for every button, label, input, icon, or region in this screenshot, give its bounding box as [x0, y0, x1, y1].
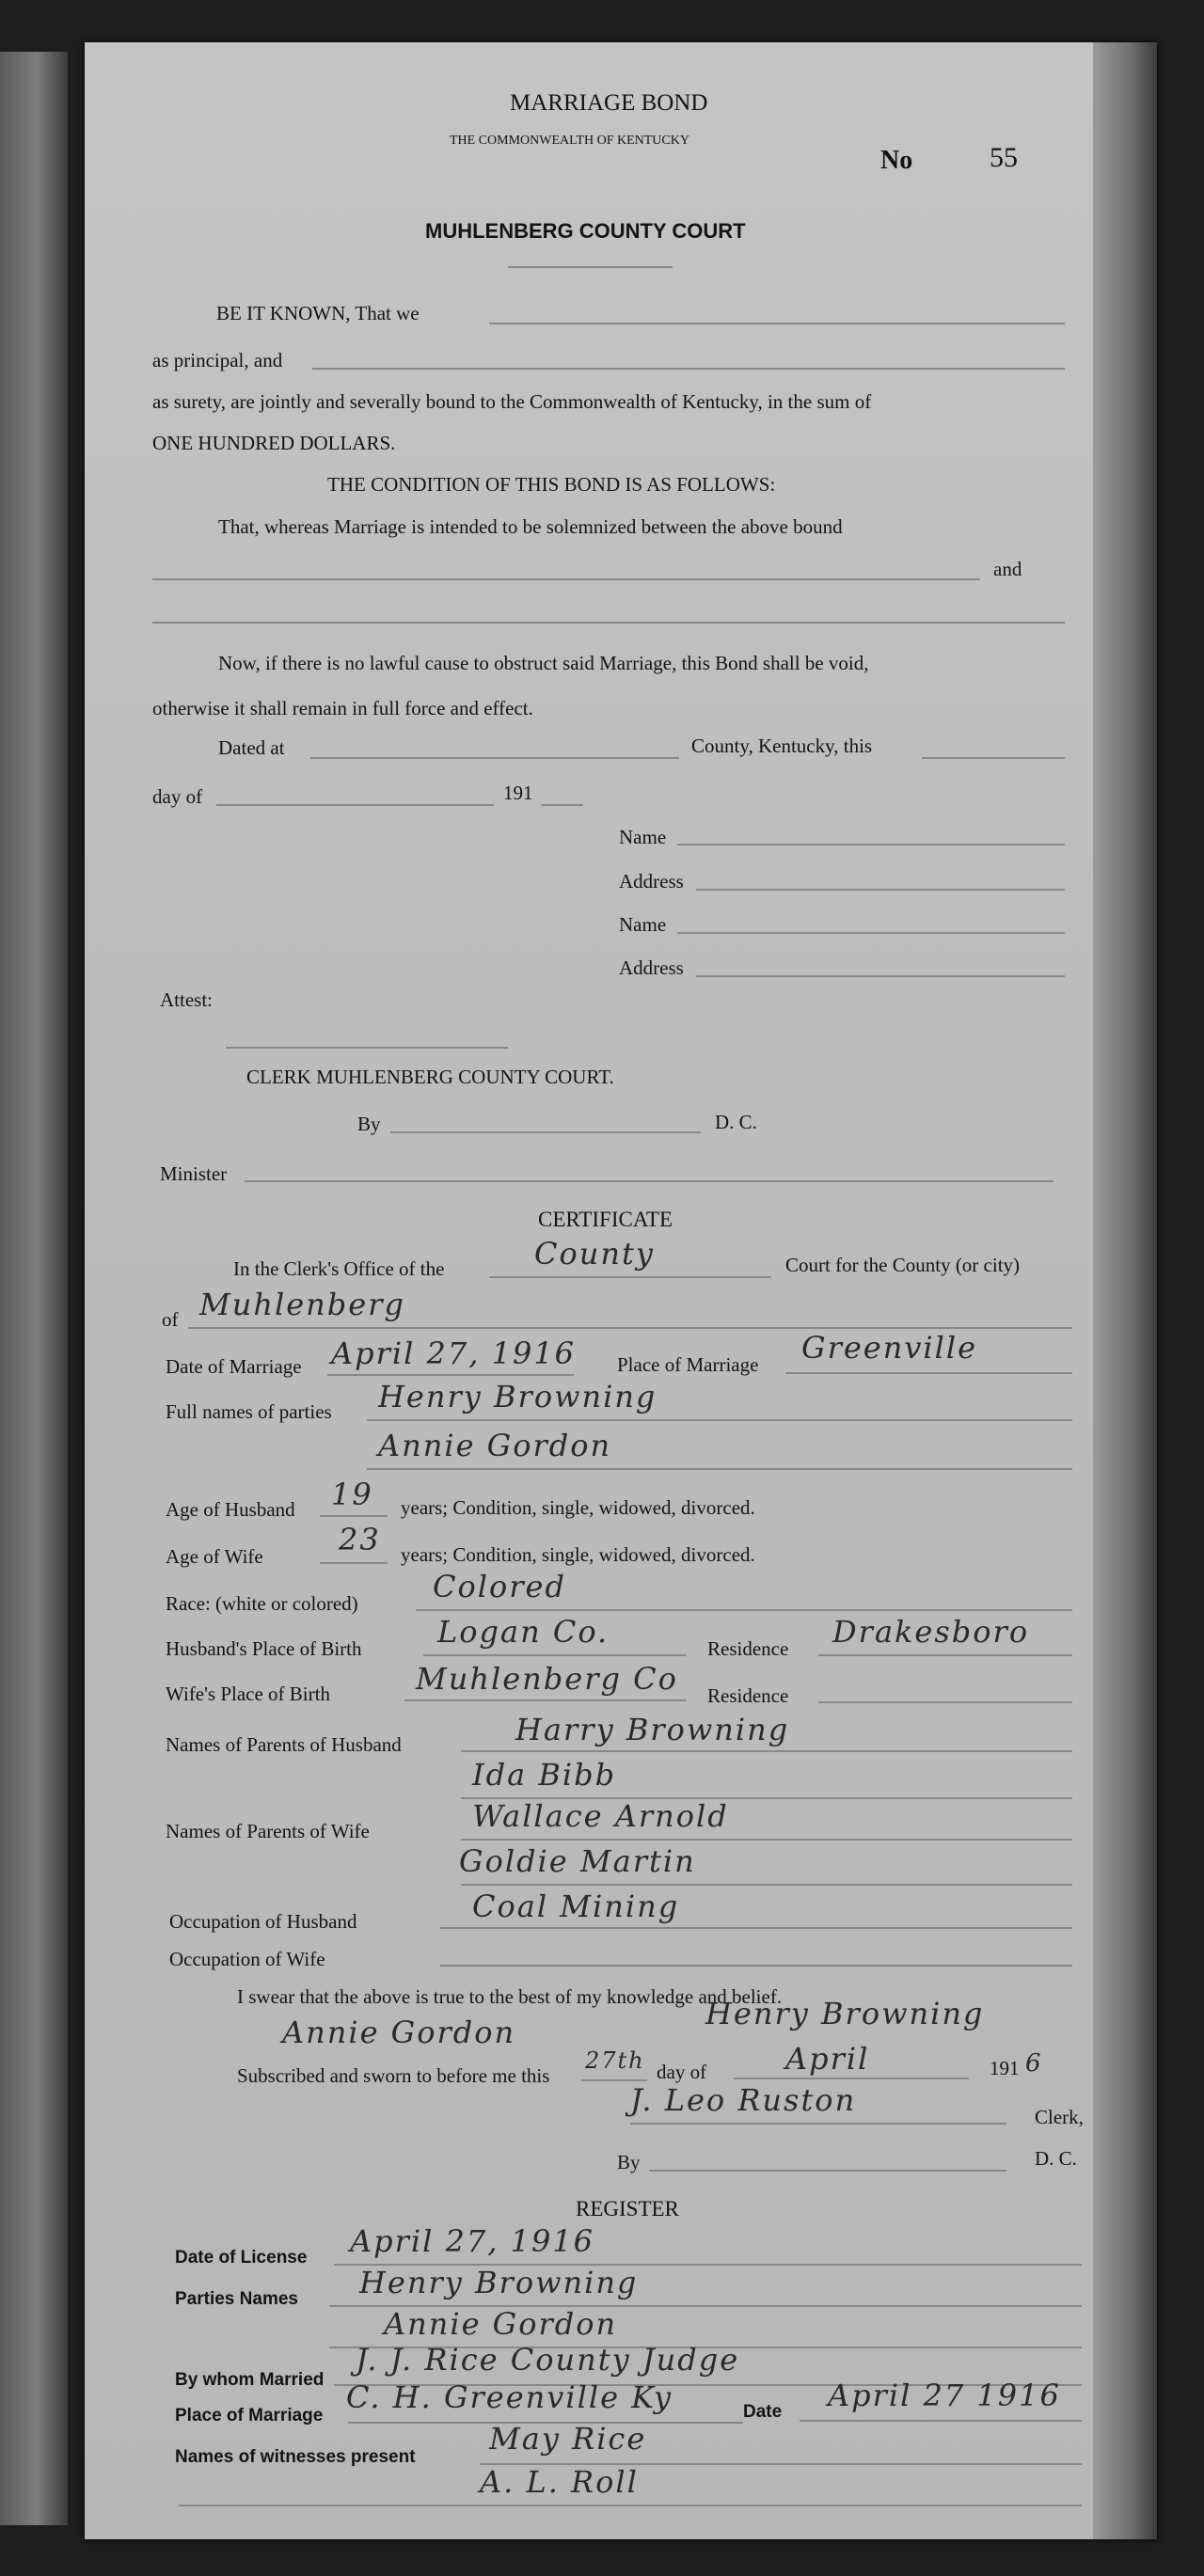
- county-court-heading: MUHLENBERG COUNTY COURT: [425, 219, 746, 243]
- clerk-label: Clerk,: [1035, 2106, 1084, 2128]
- day-of-word: day of: [657, 2061, 707, 2083]
- date-of-marriage-line: [327, 1374, 574, 1376]
- attest-label: Attest:: [160, 988, 213, 1011]
- husband-residence-line: [818, 1654, 1072, 1656]
- adjacent-page-edge: [0, 52, 68, 2525]
- husband-name-line: [367, 1419, 1072, 1421]
- bond-number: 55: [990, 142, 1018, 173]
- hw-signature-husband: Henry Browning: [705, 1996, 985, 2031]
- age-wife-label: Age of Wife: [166, 1545, 263, 1568]
- husband-parents-line-1: [461, 1750, 1072, 1752]
- county-kentucky-text: County, Kentucky, this: [691, 735, 873, 757]
- register-heading: REGISTER: [576, 2197, 679, 2220]
- parties-names-label: Parties Names: [175, 2289, 298, 2309]
- hw-husband-father: Harry Browning: [515, 1712, 790, 1747]
- hw-husband-birthplace: Logan Co.: [437, 1614, 610, 1650]
- by-whom-married-label: By whom Married: [175, 2370, 325, 2390]
- wife-residence-line: [818, 1701, 1072, 1703]
- attest-line: [226, 1047, 508, 1049]
- hw-court-type: County: [534, 1236, 655, 1272]
- hw-husband-mother: Ida Bibb: [472, 1757, 617, 1793]
- hw-reg-license-date: April 27, 1916: [350, 2223, 595, 2259]
- party-line-1: [152, 578, 980, 580]
- wife-birthplace-line: [404, 1699, 687, 1701]
- by-line: [390, 1131, 701, 1133]
- minister-line: [245, 1180, 1054, 1182]
- date-of-marriage-label: Date of Marriage: [166, 1355, 302, 1378]
- cert-by-line: [649, 2170, 1006, 2172]
- by-label: By: [357, 1113, 381, 1135]
- clerk-court-text: CLERK MUHLENBERG COUNTY COURT.: [246, 1066, 614, 1088]
- occupation-wife-label: Occupation of Wife: [169, 1948, 325, 1970]
- race-line: [416, 1609, 1072, 1611]
- be-it-known-text: BE IT KNOWN, That we: [216, 302, 420, 324]
- sworn-month-line: [734, 2078, 969, 2079]
- name-line-2: [677, 932, 1065, 934]
- wife-parents-line-2: [461, 1884, 1072, 1886]
- hw-reg-party-1: Henry Browning: [359, 2265, 639, 2300]
- hw-county: Muhlenberg: [199, 1287, 405, 1322]
- county-line: [188, 1327, 1072, 1329]
- age-wife-condition: years; Condition, single, widowed, divorced.: [401, 1543, 755, 1566]
- hw-race: Colored: [433, 1569, 566, 1604]
- hw-wife-father: Wallace Arnold: [472, 1798, 729, 1834]
- husband-birthplace-label: Husband's Place of Birth: [166, 1637, 362, 1660]
- hw-age-husband: 19: [331, 1477, 373, 1512]
- otherwise-text: otherwise it shall remain in full force and effect.: [152, 697, 533, 719]
- hw-clerk-signature: J. Leo Ruston: [630, 2082, 857, 2118]
- divider: [508, 266, 673, 268]
- document-title: MARRIAGE BOND: [510, 90, 708, 116]
- surety-name-line: [312, 368, 1065, 370]
- hw-husband-residence: Drakesboro: [832, 1614, 1030, 1650]
- name-label-2: Name: [619, 913, 667, 936]
- husband-birthplace-line: [423, 1654, 687, 1656]
- bond-amount: ONE HUNDRED DOLLARS.: [152, 432, 396, 454]
- party-line-2: [152, 622, 1065, 624]
- hw-signature-wife: Annie Gordon: [282, 2015, 516, 2050]
- swear-text: I swear that the above is true to the best of my knowledge and belief.: [237, 1985, 783, 2008]
- wife-parents-line-1: [461, 1839, 1072, 1841]
- hw-reg-place: C. H. Greenville Ky: [346, 2379, 673, 2415]
- place-of-marriage-line: [785, 1372, 1072, 1374]
- dc-label: D. C.: [715, 1111, 757, 1133]
- of-label: of: [162, 1308, 179, 1331]
- address-line-1: [696, 889, 1065, 891]
- address-label-2: Address: [619, 956, 684, 979]
- hw-sworn-day: 27th: [585, 2047, 645, 2074]
- wife-residence-label: Residence: [707, 1684, 789, 1707]
- marriage-bond-document: [85, 42, 1157, 2539]
- number-label: No: [880, 146, 913, 175]
- subscribed-text: Subscribed and sworn to before me this: [237, 2064, 550, 2087]
- parents-husband-label: Names of Parents of Husband: [166, 1733, 402, 1756]
- court-for-county-text: Court for the County (or city): [785, 1254, 1021, 1276]
- register-place-label: Place of Marriage: [175, 2406, 324, 2426]
- age-husband-line: [320, 1515, 388, 1517]
- witnesses-label: Names of witnesses present: [175, 2447, 416, 2467]
- hw-reg-married-by: J. J. Rice County Judge: [356, 2342, 740, 2378]
- age-husband-condition: years; Condition, single, widowed, divorced.: [401, 1496, 755, 1519]
- wife-birthplace-label: Wife's Place of Birth: [166, 1683, 330, 1705]
- clerk-line: [630, 2123, 1006, 2125]
- race-label: Race: (white or colored): [166, 1592, 358, 1615]
- whereas-text: That, whereas Marriage is intended to be solemnized between the above bound: [218, 515, 843, 538]
- year-line: [541, 804, 583, 806]
- hw-wife-name: Annie Gordon: [378, 1428, 612, 1463]
- minister-label: Minister: [160, 1162, 228, 1185]
- husband-residence-label: Residence: [707, 1637, 789, 1660]
- hw-sworn-month: April: [785, 2041, 870, 2077]
- hw-sworn-year-digit: 6: [1025, 2049, 1043, 2078]
- cert-dc-label: D. C.: [1035, 2147, 1077, 2170]
- full-names-label: Full names of parties: [166, 1400, 332, 1423]
- day-of-label: day of: [152, 785, 203, 808]
- hw-reg-party-2: Annie Gordon: [384, 2306, 618, 2342]
- wife-name-line: [367, 1468, 1072, 1470]
- hw-wife-birthplace: Muhlenberg Co: [416, 1661, 678, 1697]
- sworn-year-prefix: 191: [990, 2057, 1020, 2079]
- condition-heading: THE CONDITION OF THIS BOND IS AS FOLLOWS:: [327, 473, 776, 496]
- date-of-license-label: Date of License: [175, 2248, 308, 2268]
- age-husband-label: Age of Husband: [166, 1498, 295, 1521]
- dated-at-label: Dated at: [218, 736, 285, 759]
- address-line-2: [696, 975, 1065, 977]
- hw-date-of-marriage: April 27, 1916: [331, 1335, 577, 1371]
- witness-line-2: [179, 2505, 1082, 2506]
- principal-name-line: [489, 323, 1065, 324]
- register-date-label: Date: [743, 2402, 783, 2422]
- name-label-1: Name: [619, 826, 667, 848]
- sworn-day-line: [581, 2079, 647, 2081]
- occupation-wife-line: [440, 1965, 1072, 1967]
- hw-husband-name: Henry Browning: [378, 1379, 657, 1414]
- and-word: and: [993, 558, 1022, 580]
- occupation-husband-line: [440, 1927, 1072, 1929]
- year-prefix: 191: [503, 782, 533, 804]
- commonwealth-subtitle: THE COMMONWEALTH OF KENTUCKY: [450, 134, 689, 148]
- age-wife-line: [320, 1562, 388, 1564]
- dated-at-line: [310, 757, 679, 759]
- hw-witness-1: May Rice: [489, 2421, 647, 2457]
- hw-witness-2: A. L. Roll: [480, 2464, 639, 2500]
- hw-place-of-marriage: Greenville: [801, 1330, 978, 1366]
- register-date-line: [800, 2420, 1082, 2422]
- hw-occupation-husband: Coal Mining: [472, 1889, 680, 1924]
- in-office-text: In the Clerk's Office of the: [233, 1257, 445, 1280]
- page-edge-shadow: [1093, 42, 1157, 2539]
- cert-by-label: By: [617, 2151, 641, 2173]
- address-label-1: Address: [619, 870, 684, 893]
- hw-reg-date: April 27 1916: [828, 2378, 1061, 2413]
- day-line: [922, 757, 1065, 759]
- certificate-heading: CERTIFICATE: [538, 1208, 673, 1231]
- occupation-husband-label: Occupation of Husband: [169, 1910, 357, 1933]
- hw-age-wife: 23: [339, 1522, 381, 1557]
- as-principal-text: as principal, and: [152, 349, 283, 371]
- parents-wife-label: Names of Parents of Wife: [166, 1820, 370, 1842]
- now-text: Now, if there is no lawful cause to obstruct said Marriage, this Bond shall be void,: [218, 652, 869, 674]
- place-of-marriage-label: Place of Marriage: [617, 1353, 759, 1376]
- surety-text: as surety, are jointly and severally bound to the Commonwealth of Kentucky, in the sum of: [152, 390, 872, 413]
- name-line-1: [677, 844, 1065, 845]
- hw-wife-mother: Goldie Martin: [459, 1843, 696, 1879]
- court-line: [489, 1276, 771, 1278]
- month-line: [216, 804, 494, 806]
